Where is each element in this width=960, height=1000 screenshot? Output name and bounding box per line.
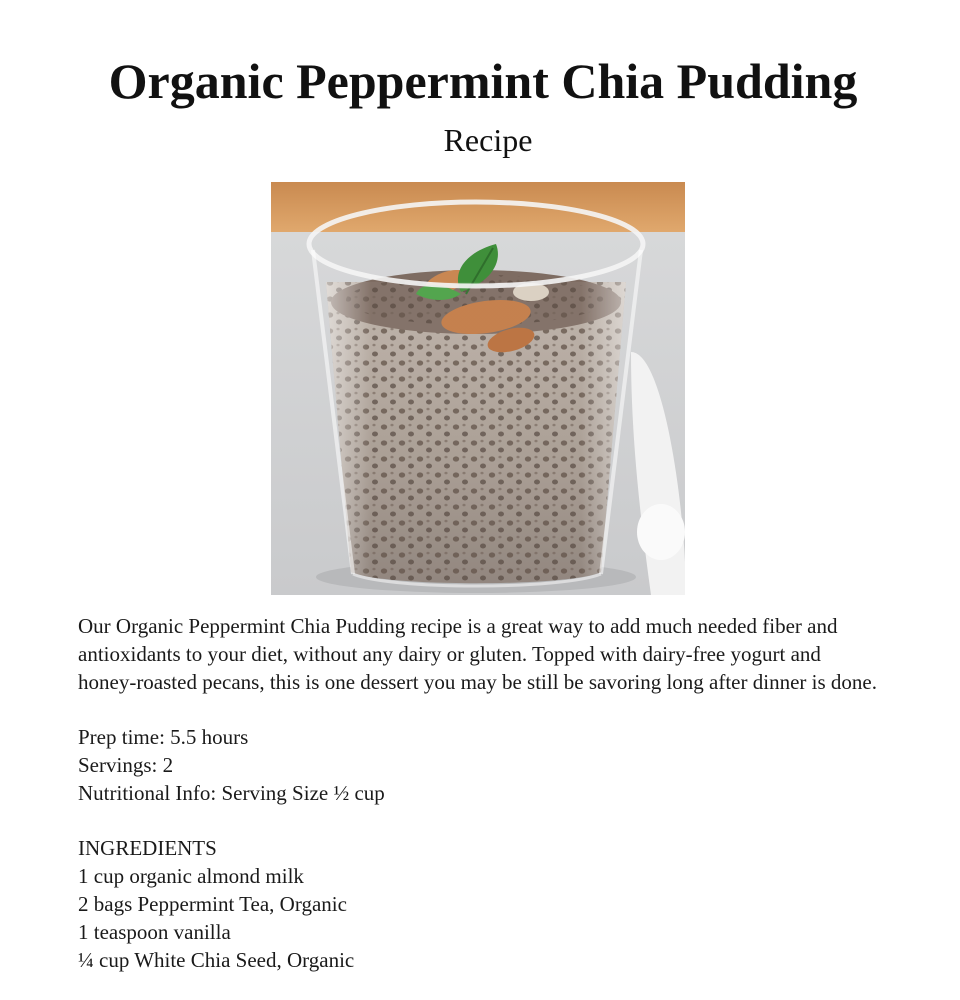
ingredient-item: 1 teaspoon vanilla [78,920,231,944]
servings: Servings: 2 [78,753,174,777]
ingredient-item: 1 cup organic almond milk [78,864,304,888]
page-subtitle: Recipe [443,122,533,158]
nutritional-info: Nutritional Info: Serving Size ½ cup [78,781,385,805]
page-title: Organic Peppermint Chia Pudding [108,53,858,109]
ingredient-item: 2 bags Peppermint Tea, Organic [78,892,347,916]
prep-time: Prep time: 5.5 hours [78,725,249,749]
ingredients-heading: INGREDIENTS [78,836,217,860]
recipe-body [78,612,882,974]
ingredient-item: ¼ cup White Chia Seed, Organic [78,948,355,972]
chia-pudding-photo [271,182,685,595]
recipe-description: Our Organic Peppermint Chia Pudding recipe is a great way to add much needed fiber and antioxidants to your diet, without any dairy or gluten. Topped with dairy-free yogurt and honey-roasted pecans, this is one dessert you may be still be savoring long after dinner is done. [78,614,877,694]
